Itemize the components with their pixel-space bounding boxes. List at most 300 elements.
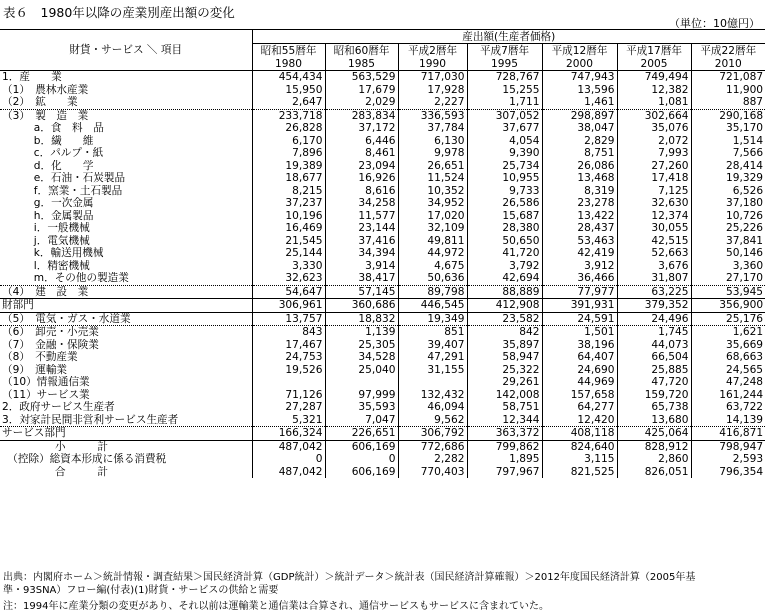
value-cell: 30,055 bbox=[617, 222, 691, 235]
value-cell: 356,900 bbox=[691, 299, 765, 313]
value-cell: 8,461 bbox=[325, 147, 398, 160]
value-cell: 97,999 bbox=[325, 389, 398, 402]
table-row bbox=[0, 185, 765, 198]
value-cell: 35,897 bbox=[467, 339, 542, 352]
table-row bbox=[0, 285, 765, 299]
value-cell: 23,582 bbox=[467, 312, 542, 326]
value-cell: 25,176 bbox=[691, 312, 765, 326]
value-cell: 16,469 bbox=[252, 222, 325, 235]
value-cell: 563,529 bbox=[325, 71, 398, 84]
table-row bbox=[0, 401, 765, 414]
header-year: 1980 bbox=[252, 57, 325, 71]
header-year: 2005 bbox=[617, 57, 691, 71]
value-cell: 25,734 bbox=[467, 160, 542, 173]
value-cell: 290,168 bbox=[691, 109, 765, 122]
row-label: 1．産 業 bbox=[2, 71, 62, 84]
value-cell: 798,947 bbox=[691, 440, 765, 453]
value-cell: 796,354 bbox=[691, 466, 765, 479]
row-label: （11）サービス業 bbox=[2, 388, 90, 401]
value-cell: 27,287 bbox=[252, 401, 325, 414]
table-row bbox=[0, 160, 765, 173]
table-row bbox=[0, 122, 765, 135]
value-cell: 28,437 bbox=[542, 222, 617, 235]
value-cell: 17,418 bbox=[617, 172, 691, 185]
value-cell: 425,064 bbox=[617, 427, 691, 441]
row-label: l．精密機械 bbox=[2, 259, 90, 272]
value-cell: 18,677 bbox=[252, 172, 325, 185]
table-row bbox=[0, 312, 765, 326]
value-cell: 454,434 bbox=[252, 71, 325, 84]
value-cell: 34,394 bbox=[325, 247, 398, 260]
value-cell: 63,225 bbox=[617, 285, 691, 299]
value-cell: 24,690 bbox=[542, 364, 617, 377]
value-cell: 34,258 bbox=[325, 197, 398, 210]
value-cell bbox=[252, 376, 325, 389]
value-cell: 166,324 bbox=[252, 427, 325, 441]
table-row bbox=[0, 71, 765, 84]
value-cell: 8,215 bbox=[252, 185, 325, 198]
value-cell: 3,115 bbox=[542, 453, 617, 466]
value-cell: 132,432 bbox=[398, 389, 467, 402]
value-cell: 17,467 bbox=[252, 339, 325, 352]
header-year: 1990 bbox=[398, 57, 467, 71]
value-cell: 39,407 bbox=[398, 339, 467, 352]
value-cell: 23,094 bbox=[325, 160, 398, 173]
value-cell: 26,086 bbox=[542, 160, 617, 173]
source-line-1: 出典：内閣府ホーム＞統計情報・調査結果＞国民経済計算（GDP統計）＞統計データ＞統計表（国民経済計算確報）＞2012年度国民経済計算（2005年基 bbox=[3, 572, 696, 583]
value-cell: 37,237 bbox=[252, 197, 325, 210]
value-cell: 89,798 bbox=[398, 285, 467, 299]
value-cell: 3,792 bbox=[467, 260, 542, 273]
value-cell: 29,261 bbox=[467, 376, 542, 389]
value-cell: 2,860 bbox=[617, 453, 691, 466]
value-cell: 68,663 bbox=[691, 351, 765, 364]
header-year: 1985 bbox=[325, 57, 398, 71]
value-cell: 8,616 bbox=[325, 185, 398, 198]
value-cell: 336,593 bbox=[398, 109, 467, 122]
value-cell: 26,586 bbox=[467, 197, 542, 210]
value-cell: 446,545 bbox=[398, 299, 467, 313]
value-cell: 23,278 bbox=[542, 197, 617, 210]
header-year: 1995 bbox=[467, 57, 542, 71]
value-cell: 38,417 bbox=[325, 272, 398, 285]
value-cell: 226,651 bbox=[325, 427, 398, 441]
value-cell: 298,897 bbox=[542, 109, 617, 122]
row-label: （6） 卸売・小売業 bbox=[2, 326, 99, 339]
value-cell: 487,042 bbox=[252, 440, 325, 453]
value-cell: 3,330 bbox=[252, 260, 325, 273]
value-cell: 7,566 bbox=[691, 147, 765, 160]
value-cell: 7,125 bbox=[617, 185, 691, 198]
value-cell: 3,360 bbox=[691, 260, 765, 273]
value-cell: 46,094 bbox=[398, 401, 467, 414]
value-cell: 7,896 bbox=[252, 147, 325, 160]
table-row bbox=[0, 351, 765, 364]
value-cell: 28,380 bbox=[467, 222, 542, 235]
value-cell: 19,329 bbox=[691, 172, 765, 185]
data-table bbox=[0, 29, 765, 478]
table-row bbox=[0, 376, 765, 389]
value-cell: 44,073 bbox=[617, 339, 691, 352]
row-label: （10）情報通信業 bbox=[2, 376, 90, 389]
value-cell: 6,130 bbox=[398, 135, 467, 148]
table-body bbox=[0, 71, 765, 479]
header-year: 2000 bbox=[542, 57, 617, 71]
value-cell: 1,501 bbox=[542, 326, 617, 339]
value-cell: 306,792 bbox=[398, 427, 467, 441]
value-cell: 8,751 bbox=[542, 147, 617, 160]
value-cell: 26,651 bbox=[398, 160, 467, 173]
table-row bbox=[0, 109, 765, 122]
value-cell: 42,419 bbox=[542, 247, 617, 260]
page-title: 表６ 1980年以降の産業別産出額の変化 bbox=[3, 5, 235, 20]
header-year: 2010 bbox=[691, 57, 765, 71]
value-cell: 306,961 bbox=[252, 299, 325, 313]
row-label: （控除）総資本形成に係る消費税 bbox=[2, 453, 167, 466]
value-cell: 799,862 bbox=[467, 440, 542, 453]
value-cell: 24,565 bbox=[691, 364, 765, 377]
value-cell: 824,640 bbox=[542, 440, 617, 453]
value-cell: 1,514 bbox=[691, 135, 765, 148]
value-cell: 49,811 bbox=[398, 235, 467, 248]
value-cell: 772,686 bbox=[398, 440, 467, 453]
value-cell: 2,829 bbox=[542, 135, 617, 148]
value-cell: 26,828 bbox=[252, 122, 325, 135]
value-cell: 2,072 bbox=[617, 135, 691, 148]
value-cell: 37,841 bbox=[691, 235, 765, 248]
value-cell: 9,562 bbox=[398, 414, 467, 427]
value-cell: 19,389 bbox=[252, 160, 325, 173]
row-label: e．石油・石炭製品 bbox=[2, 172, 126, 185]
value-cell: 25,885 bbox=[617, 364, 691, 377]
value-cell: 47,248 bbox=[691, 376, 765, 389]
value-cell: 38,047 bbox=[542, 122, 617, 135]
row-label: （4） 建 設 業 bbox=[0, 285, 252, 299]
value-cell: 1,081 bbox=[617, 96, 691, 109]
value-cell: 77,977 bbox=[542, 285, 617, 299]
value-cell: 25,305 bbox=[325, 339, 398, 352]
row-label: サービス部門 bbox=[0, 427, 252, 441]
value-cell: 37,784 bbox=[398, 122, 467, 135]
value-cell: 13,596 bbox=[542, 84, 617, 97]
value-cell: 1,621 bbox=[691, 326, 765, 339]
value-cell: 1,139 bbox=[325, 326, 398, 339]
value-cell: 12,420 bbox=[542, 414, 617, 427]
value-cell: 54,647 bbox=[252, 285, 325, 299]
value-cell: 35,076 bbox=[617, 122, 691, 135]
value-cell bbox=[398, 376, 467, 389]
value-cell: 50,636 bbox=[398, 272, 467, 285]
row-label: b．繊 維 bbox=[2, 134, 94, 147]
table-row bbox=[0, 147, 765, 160]
value-cell: 37,677 bbox=[467, 122, 542, 135]
value-cell: 21,545 bbox=[252, 235, 325, 248]
row-label: （1） 農林水産業 bbox=[2, 83, 89, 96]
value-cell: 35,669 bbox=[691, 339, 765, 352]
table-row bbox=[0, 364, 765, 377]
value-cell: 64,407 bbox=[542, 351, 617, 364]
table-row bbox=[0, 222, 765, 235]
header-era: 昭和55暦年 bbox=[252, 44, 325, 58]
value-cell: 0 bbox=[325, 453, 398, 466]
table-row bbox=[0, 247, 765, 260]
value-cell: 44,972 bbox=[398, 247, 467, 260]
value-cell: 15,687 bbox=[467, 210, 542, 223]
value-cell: 27,170 bbox=[691, 272, 765, 285]
value-cell: 0 bbox=[252, 453, 325, 466]
row-label: g．一次金属 bbox=[2, 197, 94, 210]
row-label: i．一般機械 bbox=[2, 222, 90, 235]
value-cell: 24,591 bbox=[542, 312, 617, 326]
value-cell: 821,525 bbox=[542, 466, 617, 479]
value-cell: 34,952 bbox=[398, 197, 467, 210]
value-cell: 487,042 bbox=[252, 466, 325, 479]
row-label: （2） 鉱 業 bbox=[0, 96, 252, 109]
header-item: 財貨・サービス ＼ 項目 bbox=[0, 30, 252, 71]
value-cell: 11,577 bbox=[325, 210, 398, 223]
value-cell: 17,020 bbox=[398, 210, 467, 223]
value-cell bbox=[325, 376, 398, 389]
value-cell: 25,040 bbox=[325, 364, 398, 377]
value-cell: 18,832 bbox=[325, 312, 398, 326]
value-cell: 363,372 bbox=[467, 427, 542, 441]
value-cell: 7,047 bbox=[325, 414, 398, 427]
value-cell: 44,969 bbox=[542, 376, 617, 389]
value-cell: 9,978 bbox=[398, 147, 467, 160]
table-row bbox=[0, 135, 765, 148]
value-cell: 47,720 bbox=[617, 376, 691, 389]
value-cell: 851 bbox=[398, 326, 467, 339]
row-label: （9） 運輸業 bbox=[2, 363, 68, 376]
value-cell: 2,647 bbox=[252, 96, 325, 109]
table-row bbox=[0, 339, 765, 352]
row-label: 3．対家計民間非営利サービス生産者 bbox=[0, 414, 252, 427]
value-cell: 37,180 bbox=[691, 197, 765, 210]
value-cell: 412,908 bbox=[467, 299, 542, 313]
value-cell: 35,170 bbox=[691, 122, 765, 135]
value-cell: 10,196 bbox=[252, 210, 325, 223]
value-cell: 391,931 bbox=[542, 299, 617, 313]
value-cell: 828,912 bbox=[617, 440, 691, 453]
value-cell: 606,169 bbox=[325, 466, 398, 479]
row-label: （5） 電気・ガス・水道業 bbox=[0, 312, 252, 326]
value-cell: 12,382 bbox=[617, 84, 691, 97]
value-cell: 416,871 bbox=[691, 427, 765, 441]
row-label: （3） 製 造 業 bbox=[2, 109, 89, 122]
value-cell: 606,169 bbox=[325, 440, 398, 453]
value-cell: 24,753 bbox=[252, 351, 325, 364]
value-cell: 1,895 bbox=[467, 453, 542, 466]
value-cell: 747,943 bbox=[542, 71, 617, 84]
value-cell: 3,914 bbox=[325, 260, 398, 273]
row-label: k．輸送用機械 bbox=[2, 247, 104, 260]
value-cell: 17,928 bbox=[398, 84, 467, 97]
value-cell: 360,686 bbox=[325, 299, 398, 313]
value-cell: 13,757 bbox=[252, 312, 325, 326]
value-cell: 10,955 bbox=[467, 172, 542, 185]
row-label: a．食 料 品 bbox=[2, 122, 104, 135]
value-cell: 15,255 bbox=[467, 84, 542, 97]
row-label: c．パルプ・紙 bbox=[2, 147, 104, 160]
value-cell: 842 bbox=[467, 326, 542, 339]
table-row bbox=[0, 272, 765, 285]
value-cell: 307,052 bbox=[467, 109, 542, 122]
value-cell: 4,054 bbox=[467, 135, 542, 148]
value-cell: 379,352 bbox=[617, 299, 691, 313]
row-label: （8） 不動産業 bbox=[2, 351, 78, 364]
value-cell: 19,526 bbox=[252, 364, 325, 377]
value-cell: 5,321 bbox=[252, 414, 325, 427]
unit-label: （単位：10億円） bbox=[669, 17, 760, 30]
value-cell: 31,807 bbox=[617, 272, 691, 285]
row-label: 小 計 bbox=[2, 440, 108, 453]
value-cell: 16,926 bbox=[325, 172, 398, 185]
value-cell: 302,664 bbox=[617, 109, 691, 122]
value-cell: 721,087 bbox=[691, 71, 765, 84]
value-cell: 826,051 bbox=[617, 466, 691, 479]
value-cell: 53,945 bbox=[691, 285, 765, 299]
value-cell: 157,658 bbox=[542, 389, 617, 402]
value-cell: 47,291 bbox=[398, 351, 467, 364]
value-cell: 19,349 bbox=[398, 312, 467, 326]
value-cell: 66,504 bbox=[617, 351, 691, 364]
value-cell: 142,008 bbox=[467, 389, 542, 402]
value-cell: 12,374 bbox=[617, 210, 691, 223]
value-cell: 15,950 bbox=[252, 84, 325, 97]
value-cell: 32,630 bbox=[617, 197, 691, 210]
value-cell: 50,650 bbox=[467, 235, 542, 248]
value-cell: 71,126 bbox=[252, 389, 325, 402]
value-cell: 52,663 bbox=[617, 247, 691, 260]
value-cell: 9,390 bbox=[467, 147, 542, 160]
value-cell: 25,226 bbox=[691, 222, 765, 235]
value-cell: 31,155 bbox=[398, 364, 467, 377]
value-cell: 27,260 bbox=[617, 160, 691, 173]
value-cell: 2,227 bbox=[398, 96, 467, 109]
row-label: h．金属製品 bbox=[2, 209, 94, 222]
value-cell: 32,623 bbox=[252, 272, 325, 285]
value-cell: 3,676 bbox=[617, 260, 691, 273]
value-cell: 717,030 bbox=[398, 71, 467, 84]
value-cell: 14,139 bbox=[691, 414, 765, 427]
value-cell: 57,145 bbox=[325, 285, 398, 299]
source-line-2: 準・93SNA）フロー編(付表)(1)財貨・サービスの供給と需要 bbox=[3, 585, 279, 596]
table-row bbox=[0, 427, 765, 441]
value-cell: 37,172 bbox=[325, 122, 398, 135]
value-cell: 2,029 bbox=[325, 96, 398, 109]
value-cell: 6,170 bbox=[252, 135, 325, 148]
row-label: j．電気機械 bbox=[2, 234, 90, 247]
value-cell: 728,767 bbox=[467, 71, 542, 84]
value-cell: 1,745 bbox=[617, 326, 691, 339]
value-cell: 53,463 bbox=[542, 235, 617, 248]
value-cell: 25,144 bbox=[252, 247, 325, 260]
value-cell: 34,528 bbox=[325, 351, 398, 364]
value-cell: 13,468 bbox=[542, 172, 617, 185]
note-line: 注：1994年に産業分類の変更があり、それ以前は運輸業と通信業は合算され、通信サービスもサービスに含まれていた。 bbox=[3, 601, 550, 612]
row-label: 2．政府サービス生産者 bbox=[2, 401, 115, 414]
header-output: 産出額(生産者価格) bbox=[252, 30, 765, 44]
value-cell: 64,277 bbox=[542, 401, 617, 414]
value-cell: 23,144 bbox=[325, 222, 398, 235]
value-cell: 4,675 bbox=[398, 260, 467, 273]
value-cell: 1,461 bbox=[542, 96, 617, 109]
table-row bbox=[0, 326, 765, 339]
header-era: 平成2暦年 bbox=[398, 44, 467, 58]
value-cell: 41,720 bbox=[467, 247, 542, 260]
value-cell: 3,912 bbox=[542, 260, 617, 273]
value-cell: 35,593 bbox=[325, 401, 398, 414]
table-row bbox=[0, 260, 765, 273]
header-era: 平成7暦年 bbox=[467, 44, 542, 58]
value-cell: 37,416 bbox=[325, 235, 398, 248]
table-row bbox=[0, 172, 765, 185]
value-cell: 36,466 bbox=[542, 272, 617, 285]
table-row bbox=[0, 466, 765, 479]
table-row bbox=[0, 453, 765, 466]
value-cell: 63,722 bbox=[691, 401, 765, 414]
value-cell: 12,344 bbox=[467, 414, 542, 427]
value-cell: 58,751 bbox=[467, 401, 542, 414]
value-cell: 6,446 bbox=[325, 135, 398, 148]
value-cell: 17,679 bbox=[325, 84, 398, 97]
value-cell: 9,733 bbox=[467, 185, 542, 198]
value-cell: 8,319 bbox=[542, 185, 617, 198]
table-row bbox=[0, 210, 765, 223]
table-row bbox=[0, 197, 765, 210]
table-row bbox=[0, 414, 765, 427]
value-cell: 11,900 bbox=[691, 84, 765, 97]
value-cell: 24,496 bbox=[617, 312, 691, 326]
value-cell: 10,726 bbox=[691, 210, 765, 223]
value-cell: 843 bbox=[252, 326, 325, 339]
table-row bbox=[0, 440, 765, 453]
header-era: 平成12暦年 bbox=[542, 44, 617, 58]
value-cell: 10,352 bbox=[398, 185, 467, 198]
value-cell: 32,109 bbox=[398, 222, 467, 235]
value-cell: 65,738 bbox=[617, 401, 691, 414]
value-cell: 38,196 bbox=[542, 339, 617, 352]
table-row bbox=[0, 299, 765, 313]
table-row bbox=[0, 235, 765, 248]
value-cell: 770,403 bbox=[398, 466, 467, 479]
value-cell: 161,244 bbox=[691, 389, 765, 402]
value-cell: 88,889 bbox=[467, 285, 542, 299]
header-era: 平成17暦年 bbox=[617, 44, 691, 58]
header-era: 平成22暦年 bbox=[691, 44, 765, 58]
value-cell: 233,718 bbox=[252, 109, 325, 122]
row-label: 財部門 bbox=[0, 299, 252, 313]
value-cell: 11,524 bbox=[398, 172, 467, 185]
row-label: m．その他の製造業 bbox=[0, 272, 252, 285]
value-cell: 2,282 bbox=[398, 453, 467, 466]
value-cell: 25,322 bbox=[467, 364, 542, 377]
value-cell: 2,593 bbox=[691, 453, 765, 466]
value-cell: 13,680 bbox=[617, 414, 691, 427]
value-cell: 42,515 bbox=[617, 235, 691, 248]
table-row bbox=[0, 389, 765, 402]
value-cell: 797,967 bbox=[467, 466, 542, 479]
row-label: （7） 金融・保険業 bbox=[2, 338, 99, 351]
row-label: f．窯業・土石製品 bbox=[2, 184, 123, 197]
value-cell: 58,947 bbox=[467, 351, 542, 364]
table-row bbox=[0, 84, 765, 97]
row-label: 合 計 bbox=[2, 465, 108, 478]
value-cell: 408,118 bbox=[542, 427, 617, 441]
value-cell: 1,711 bbox=[467, 96, 542, 109]
row-label: d．化 学 bbox=[2, 159, 94, 172]
value-cell: 28,414 bbox=[691, 160, 765, 173]
